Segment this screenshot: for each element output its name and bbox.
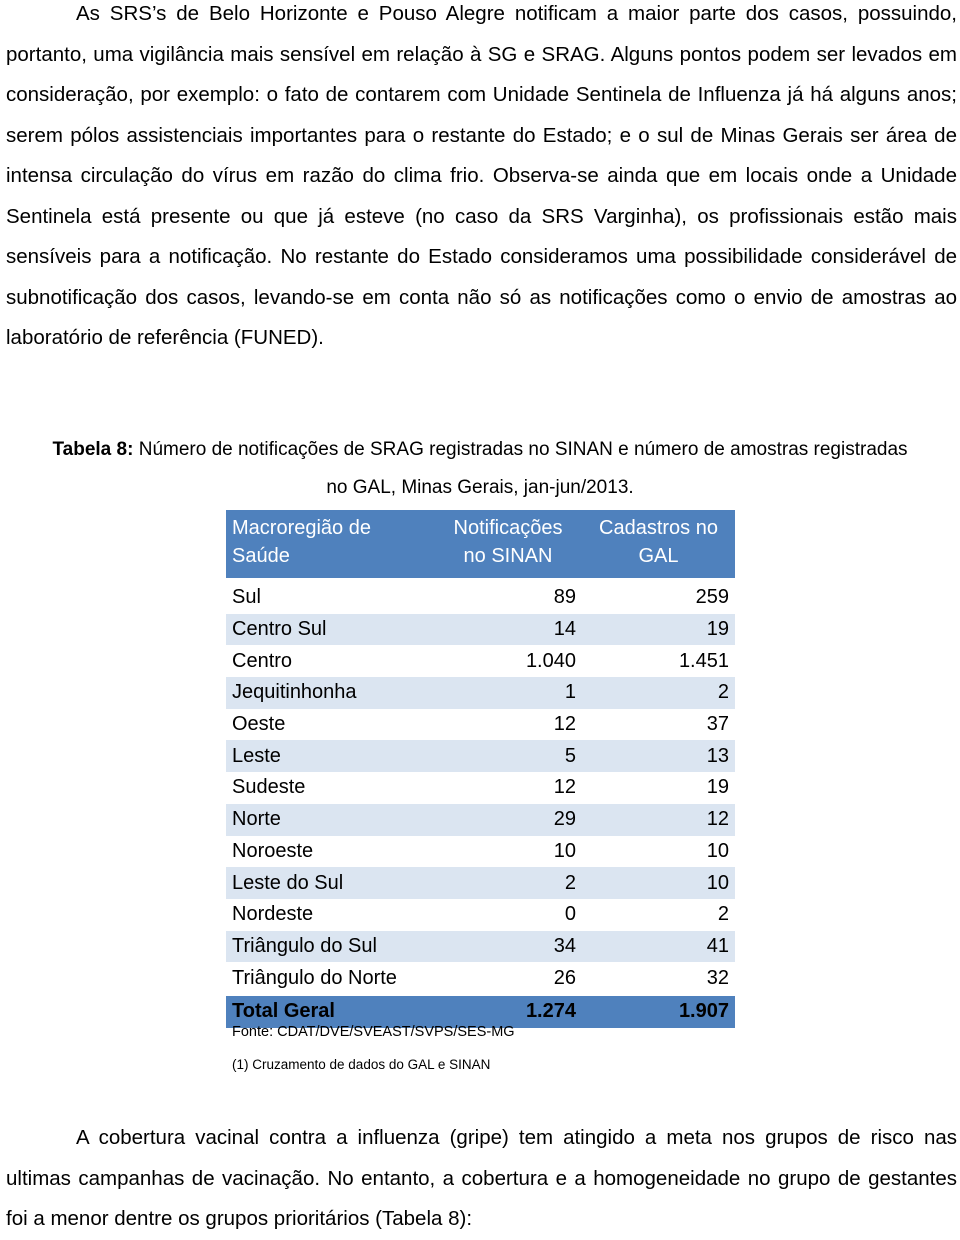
table-row (226, 804, 735, 836)
cell-sinan: 1.040 (525, 649, 576, 672)
table-caption (0, 432, 960, 468)
cell-sinan: 12 (553, 713, 576, 736)
cell-region: Leste do Sul (226, 867, 434, 899)
table-header-row (226, 510, 735, 582)
cell-sinan: 34 (434, 931, 582, 963)
cell-gal: 2 (717, 903, 729, 926)
table-total-row (226, 994, 735, 1028)
cell-region: Sul (232, 586, 261, 609)
total-label: Total Geral (226, 994, 434, 1028)
table-row (226, 867, 735, 899)
total-gal: 1.907 (582, 994, 735, 1028)
header-gal: Cadastros no GAL (582, 510, 735, 582)
cell-sinan: 5 (434, 740, 582, 772)
cell-gal: 41 (582, 931, 735, 963)
cell-sinan: 2 (434, 867, 582, 899)
cell-gal: 19 (706, 776, 729, 799)
cell-sinan: 14 (434, 614, 582, 646)
table-caption-text: Número de notificações de SRAG registradas no SINAN e número de amostras registradas (138, 439, 908, 460)
cell-region: Centro Sul (226, 614, 434, 646)
cell-region: Oeste (232, 713, 286, 736)
table-row (226, 931, 735, 963)
table-row (226, 899, 735, 931)
table-row (226, 772, 735, 804)
table-row (226, 677, 735, 709)
table-row (226, 740, 735, 772)
header-sinan: Notificações no SINAN (434, 510, 582, 582)
srag-notifications-table (226, 510, 735, 1028)
cell-gal: 1.451 (678, 649, 729, 672)
cell-gal: 32 (706, 966, 729, 989)
header-macroregion: Macroregião de Saúde (226, 510, 434, 582)
table-row (226, 614, 735, 646)
cell-sinan: 29 (434, 804, 582, 836)
cell-region: Triângulo do Sul (226, 931, 434, 963)
cell-gal: 19 (582, 614, 735, 646)
table-row (226, 836, 735, 868)
footnote: (1) Cruzamento de dados do GAL e SINAN (232, 1057, 491, 1072)
paragraph-notification-analysis: As SRS’s de Belo Horizonte e Pouso Alegre notificam a maior parte dos casos, possuindo, portanto, uma vigilância mais sensível em relação à SG e SRAG. Alguns pontos podem ser levados em consideração, por exemplo: o fato de contarem com Unidade Sentinela de Influenza já há alguns anos; serem pólos assistenciais importantes para o restante do Estado; e o sul de Minas Gerais ser área de intensa circulação do vírus em razão do clima frio. Observa-se ainda que em locais onde a Unidade Sentinela está presente ou que já esteve (no caso da SRS Varginha), os profissionais estão mais sensíveis para a notificação. No restante do Estado consideramos uma possibilidade considerável de subnotificação dos casos, levando-se em conta não só as notificações como o envio de amostras ao laboratório de referência (FUNED). (6, 2, 957, 349)
cell-region: Leste (226, 740, 434, 772)
cell-sinan: 89 (553, 586, 576, 609)
cell-region: Noroeste (232, 839, 314, 862)
cell-sinan: 26 (553, 966, 576, 989)
cell-sinan: 12 (553, 776, 576, 799)
cell-gal: 259 (695, 586, 729, 609)
cell-gal: 37 (706, 713, 729, 736)
source-note: Fonte: CDAT/DVE/SVEAST/SVPS/SES-MG (232, 1024, 515, 1040)
cell-region: Norte (226, 804, 434, 836)
cell-sinan: 1 (434, 677, 582, 709)
paragraph-vaccination-coverage: A cobertura vacinal contra a influenza (gripe) tem atingido a meta nos grupos de risco nas ultimas campanhas de vacinação. No entanto, a cobertura e a homogeneidade no grupo de gestantes foi a menor dentre os grupos prioritários (Tabela 8): (6, 1126, 957, 1230)
cell-region: Centro (232, 649, 293, 672)
cell-region: Sudeste (232, 776, 306, 799)
cell-gal: 13 (582, 740, 735, 772)
cell-sinan: 10 (553, 839, 576, 862)
table-row (226, 582, 735, 614)
cell-gal: 10 (582, 867, 735, 899)
table-row (226, 709, 735, 741)
table-row (226, 962, 735, 994)
cell-region: Triângulo do Norte (232, 966, 397, 989)
cell-gal: 10 (706, 839, 729, 862)
cell-region: Nordeste (232, 903, 314, 926)
total-sinan: 1.274 (434, 994, 582, 1028)
table-row (226, 645, 735, 677)
cell-region: Jequitinhonha (226, 677, 434, 709)
cell-sinan: 0 (564, 903, 576, 926)
cell-gal: 2 (582, 677, 735, 709)
table-caption-line2: no GAL, Minas Gerais, jan-jun/2013. (326, 477, 634, 498)
table-caption-label: Tabela 8: (52, 439, 134, 460)
cell-gal: 12 (582, 804, 735, 836)
